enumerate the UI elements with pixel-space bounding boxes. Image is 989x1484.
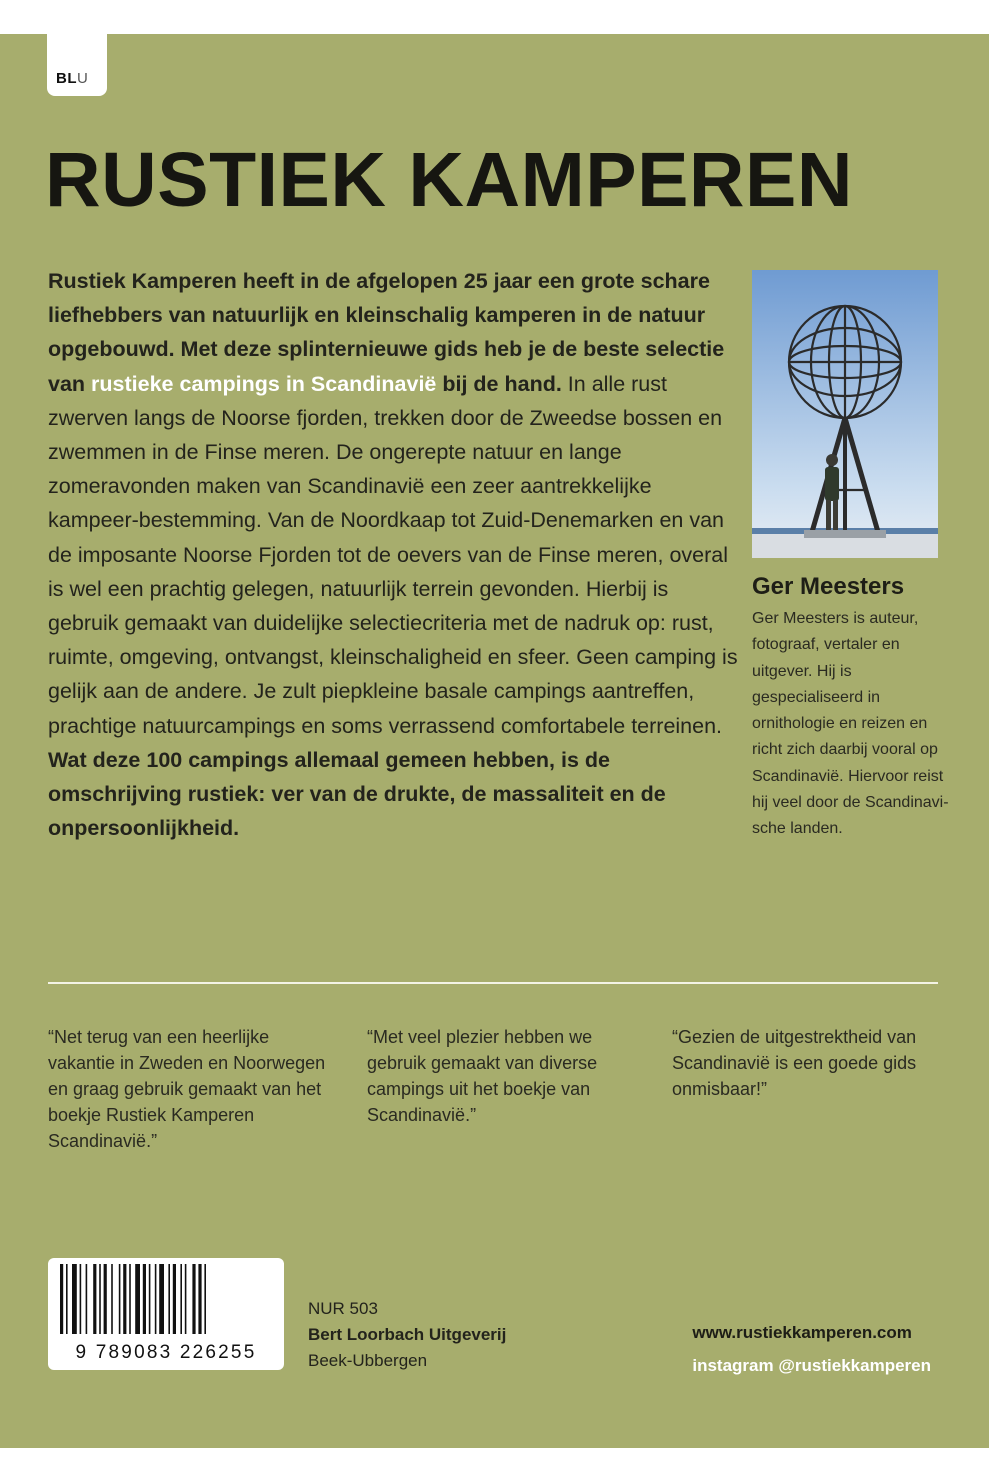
description-intro-1: Rustiek Kamperen heeft in de afgelopen 25 jaar een grote schare liefhebbers van natuurlijk en kleinschalig kamperen in de natuur opgebouwd. Met deze splinternieuwe gids heb je de beste selectie van: [48, 269, 725, 396]
description-closing: Wat deze 100 campings allemaal gemeen hebben, is de omschrijving rustiek: ver van de drukte, de massaliteit en de onpersoonlijkheid.: [48, 747, 666, 841]
logo-letters-bold: BL: [56, 70, 77, 87]
barcode-bars: [48, 1258, 284, 1340]
description-highlight: rustieke campings in Scandinavië: [91, 371, 437, 396]
description-body: In alle rust zwerven langs de Noorse fjorden, trekken door de Zweedse bossen en zwemmen in de Finse meren. De ongerepte natuur en lange zomeravonden maken van Scandinavië een zeer aantrekkelijke kampeer-bestemming. Van de Noordkaap tot Zuid-Denemarken en van de imposante Noorse Fjorden tot de oevers van de Finse meren, overal is wel een prachtig gelegen, natuurlijk terrein gevonden. Hierbij is gebruik gemaakt van duidelijke selectiecriteria met de nadruk op: rust, ruimte, omgeving, ontvangst, kleinschaligheid en sfeer. Geen camping is gelijk aan de andere. Je zult piepkleine basale campings aantreffen, prachtige natuurcampings en soms verrassend comfortabele terreinen.: [48, 371, 738, 738]
isbn-barcode: [48, 1258, 284, 1370]
book-title: RUSTIEK KAMPEREN: [45, 137, 854, 223]
instagram-link[interactable]: instagram @rustiekkamperen: [692, 1356, 931, 1375]
reader-quote: “Met veel plezier hebben we gebruik gemaakt van diverse campings uit het boekje van Scandinavië.”: [367, 1027, 598, 1125]
website-link[interactable]: www.rustiekkamperen.com: [692, 1323, 912, 1342]
book-description: [48, 264, 738, 845]
publisher-logo: [47, 34, 107, 96]
back-cover: [0, 34, 989, 1448]
author-bio: Ger Meesters is auteur, fotograaf, vertaler en uitgever. Hij is gespecialiseerd in ornithologie en reizen en richt zich daarbij vooral op Scandinavië. Hiervoor reist hij veel door de Scandinavi-sche landen.: [752, 610, 949, 838]
author-name: Ger Meesters: [752, 573, 905, 600]
publisher-place: Beek-Ubbergen: [308, 1351, 428, 1370]
publisher-info: [308, 1296, 506, 1374]
nur-code: NUR 503: [308, 1299, 378, 1318]
contact-links: [692, 1316, 931, 1382]
section-divider: [48, 982, 938, 984]
reader-quote: “Gezien de uitgestrektheid van Scandinavië is een goede gids onmisbaar!”: [672, 1027, 917, 1099]
publisher-name: Bert Loorbach Uitgeverij: [308, 1325, 507, 1344]
reader-quote: “Net terug van een heerlijke vakantie in Zweden en Noorwegen en graag gebruik gemaakt van het boekje Rustiek Kamperen Scandinavië.”: [48, 1027, 326, 1151]
description-intro-2: bij de hand.: [442, 371, 562, 396]
logo-letters-light: U: [77, 70, 89, 87]
isbn-number: 9 789083 226255: [75, 1342, 257, 1363]
author-photo: [752, 270, 938, 558]
